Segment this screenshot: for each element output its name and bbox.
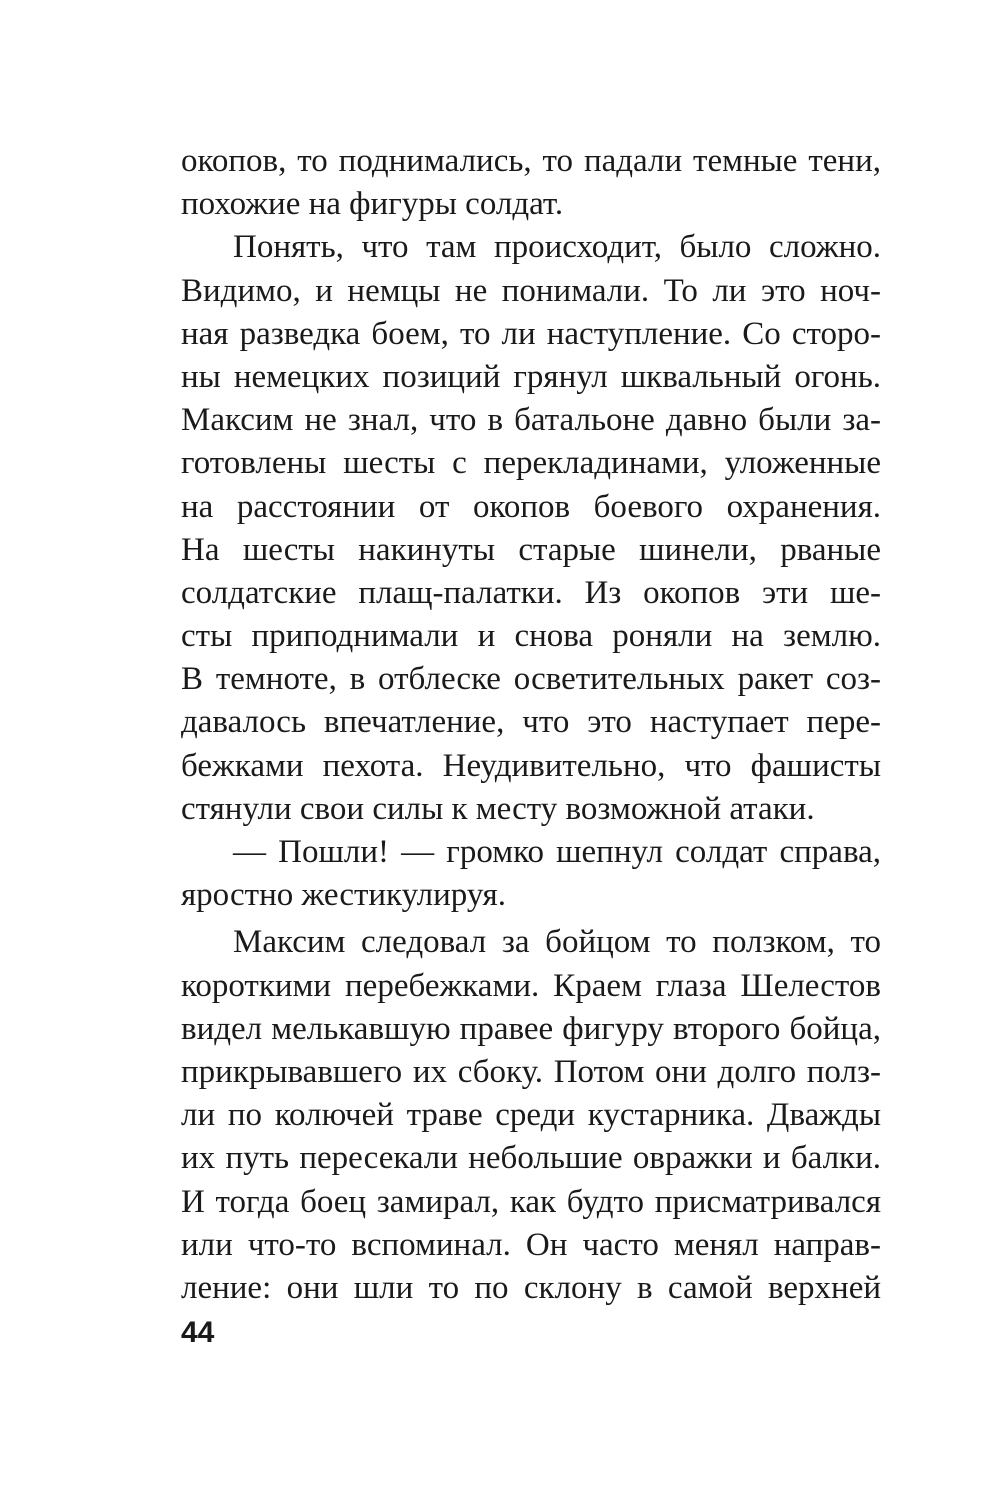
page-number: 44 <box>181 1316 215 1349</box>
text-line: Понять, что там происходит, было сложно. <box>233 229 881 266</box>
text-line: видел мелькавшую правее фигуру второго бойца, <box>181 1010 881 1047</box>
text-line: Максим следовал за бойцом то ползком, то <box>233 924 881 961</box>
text-line: бежками пехота. Неудивительно, что фашисты <box>181 747 881 784</box>
text-line: В темноте, в отблеске осветительных ракет соз- <box>181 661 881 698</box>
paragraph-4 <box>181 921 881 1310</box>
text-line: Максим не знал, что в батальоне давно были за- <box>181 402 881 439</box>
paragraph-1 <box>181 140 881 226</box>
text-line: На шесты накинуты старые шинели, рваные <box>181 531 881 568</box>
text-line: ны немецких позиций грянул шквальный огонь. <box>181 358 881 395</box>
paragraph-2 <box>181 226 881 831</box>
text-line: И тогда боец замирал, как будто присматривался <box>181 1183 881 1220</box>
body-text <box>181 140 881 1310</box>
paragraph-3 <box>181 831 881 917</box>
text-line: яростно жестикулируя. <box>181 877 506 914</box>
text-line: прикрывавшего их сбоку. Потом они долго полз- <box>181 1053 881 1090</box>
text-line: похожие на фигуры солдат. <box>181 186 564 223</box>
text-line: короткими перебежками. Краем глаза Шелестов <box>181 967 881 1004</box>
text-line: солдатские плащ-палатки. Из окопов эти ше- <box>181 574 881 611</box>
text-line: ная разведка боем, то ли наступление. Со сторо- <box>181 315 881 352</box>
text-line: ли по колючей траве среди кустарника. Дважды <box>181 1097 881 1134</box>
text-line: — Пошли! — громко шепнул солдат справа, <box>233 834 881 870</box>
text-line: ление: они шли то по склону в самой верхней <box>181 1269 881 1306</box>
text-line: готовлены шесты с перекладинами, уложенные <box>181 445 881 482</box>
text-line: их путь пересекали небольшие овражки и балки. <box>181 1140 881 1177</box>
text-line: давалось впечатление, что это наступает пере- <box>181 704 881 741</box>
text-line: окопов, то поднимались, то падали темные тени, <box>181 143 881 179</box>
text-line: Видимо, и немцы не понимали. То ли это ноч- <box>181 272 881 309</box>
text-line: стянули свои силы к месту возможной атаки. <box>181 790 815 827</box>
text-line: или что-то вспоминал. Он часто менял направ- <box>181 1226 881 1263</box>
text-line: на расстоянии от окопов боевого охранения. <box>181 488 881 525</box>
text-line: сты приподнимали и снова роняли на землю. <box>181 618 881 655</box>
